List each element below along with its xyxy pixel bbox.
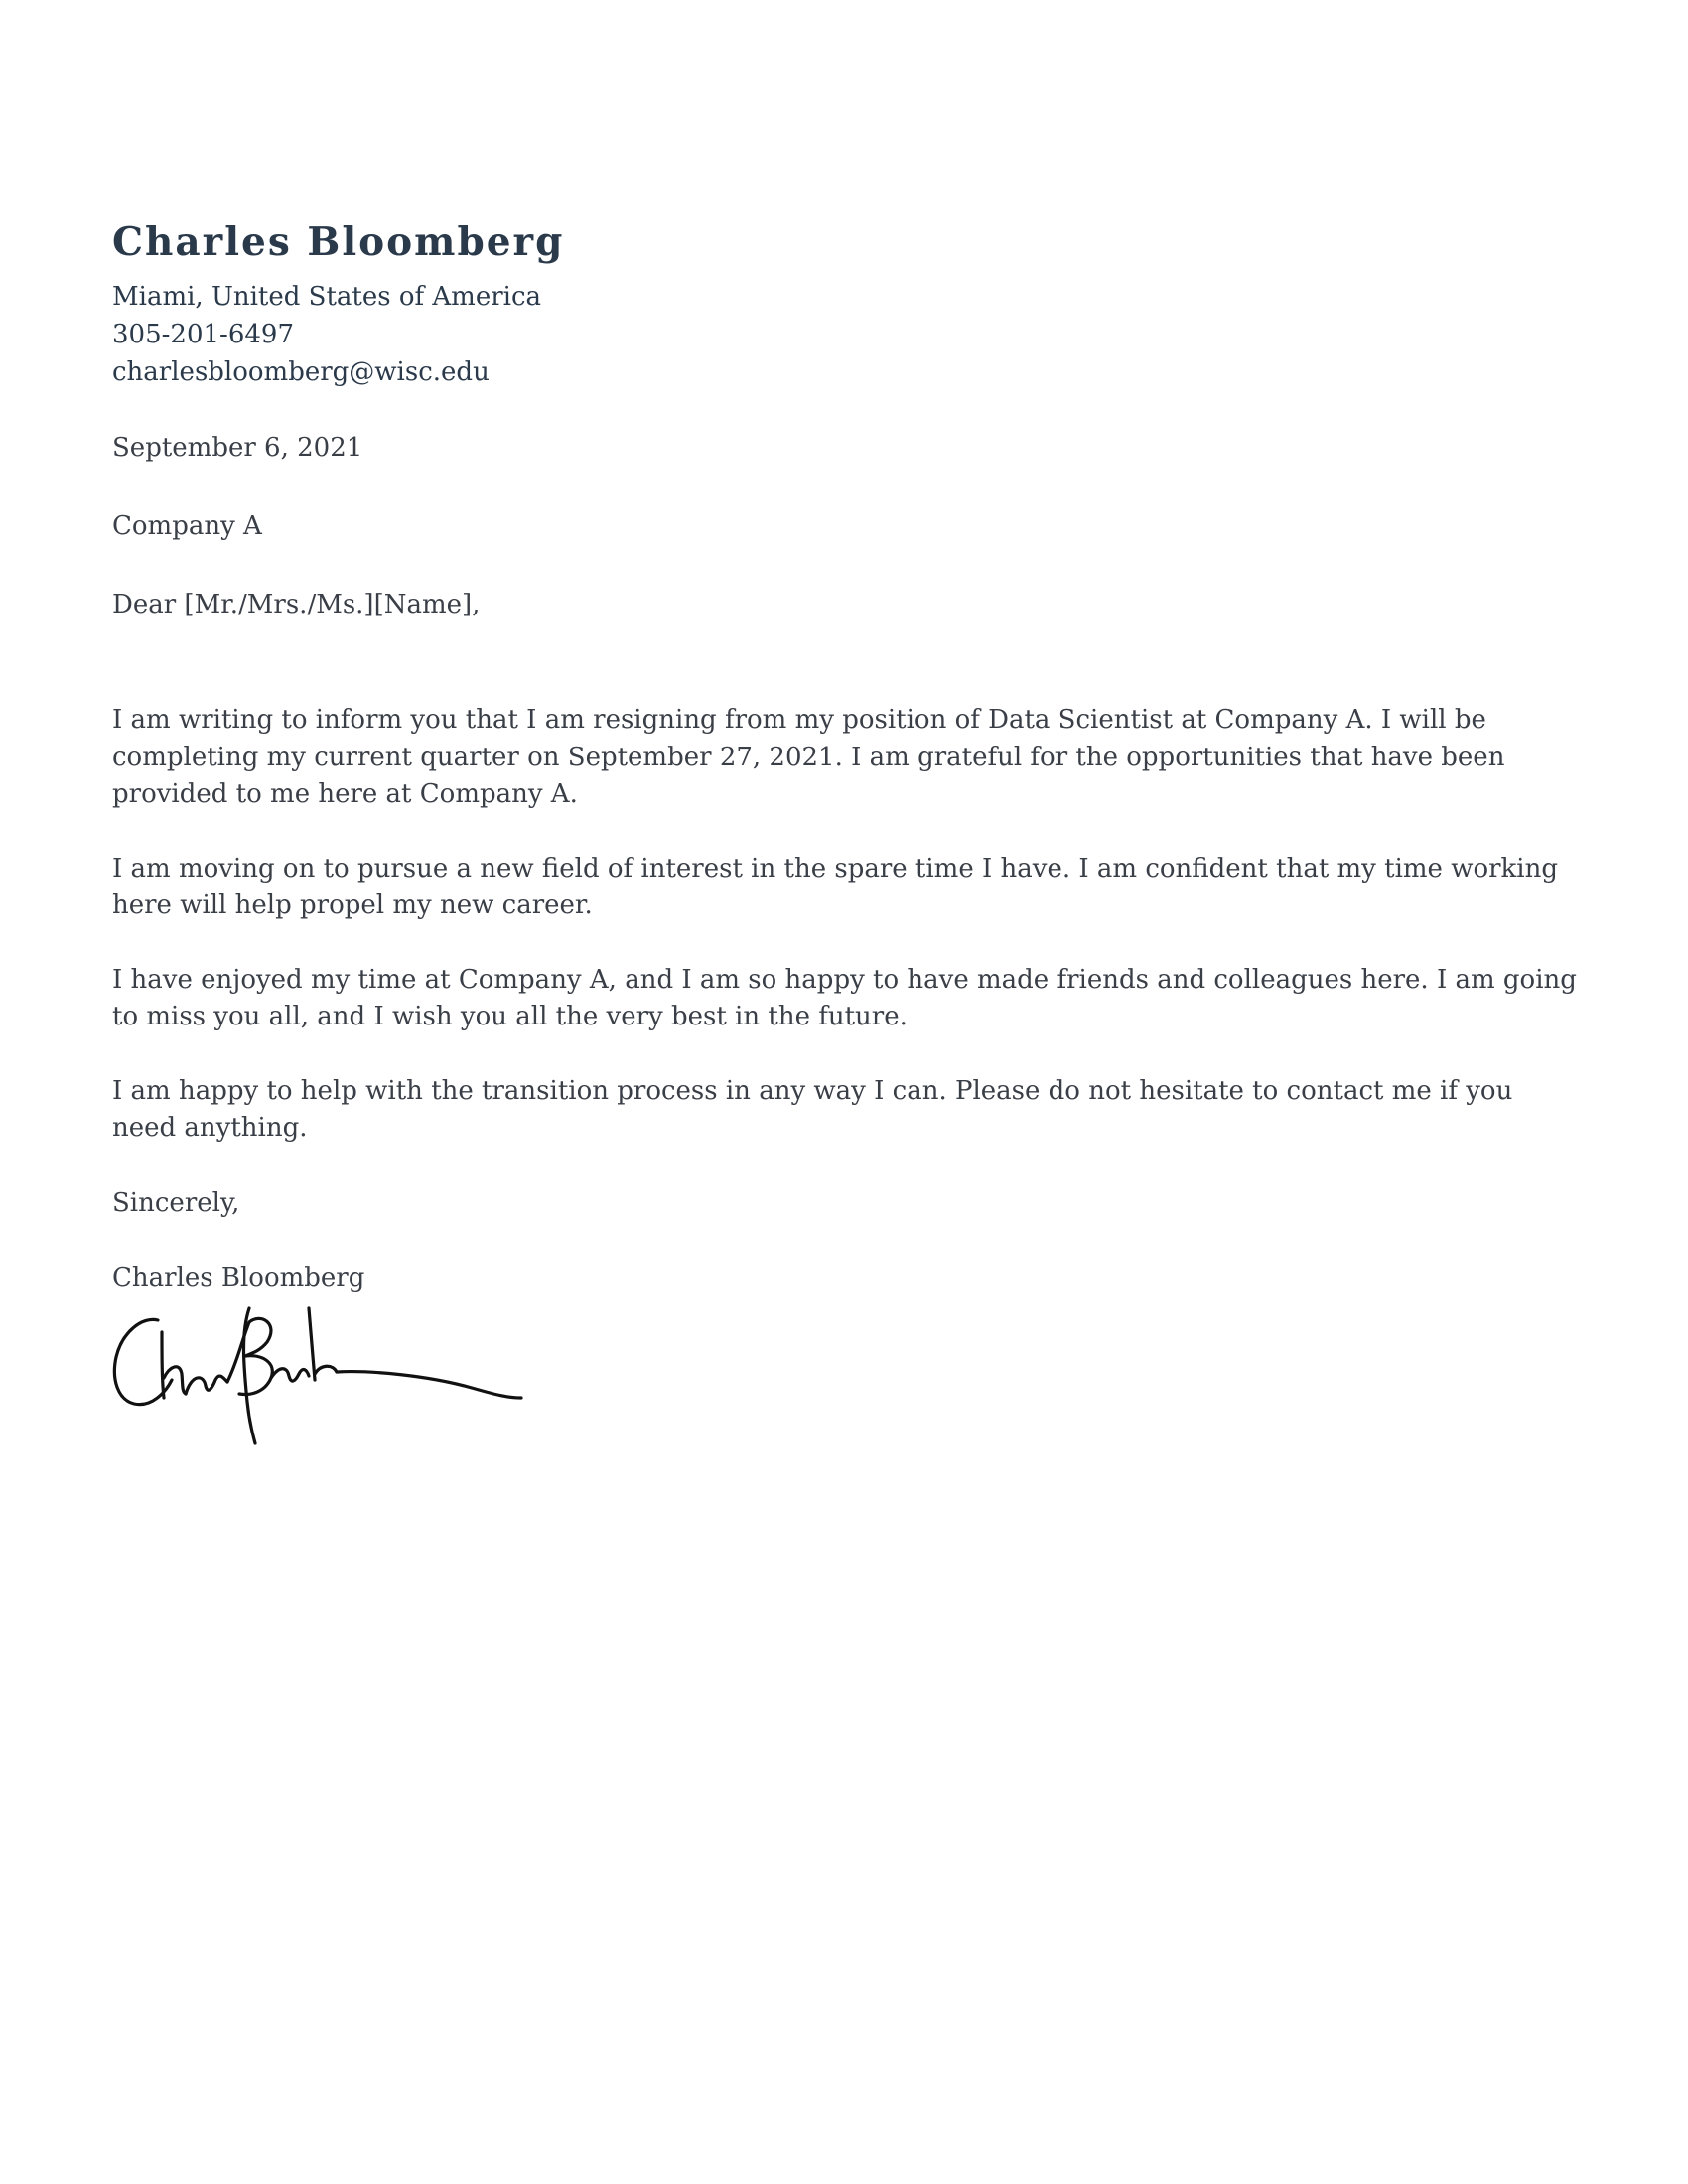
resignation-letter (112, 216, 1582, 1451)
handwritten-signature (112, 1302, 529, 1451)
sender-phone: 305-201-6497 (112, 320, 294, 349)
signer-name: Charles Bloomberg (112, 1262, 365, 1293)
body-paragraph-4: I am happy to help with the transition process in any way I can. Please do not hesitate to contact me if you need anything. (112, 1075, 1513, 1143)
sender-name: Charles Bloomberg (112, 219, 565, 265)
recipient-company: Company A (112, 511, 262, 541)
sender-email: charlesbloomberg@wisc.edu (112, 357, 490, 387)
body-paragraph-2: I am moving on to pursue a new field of interest in the spare time I have. I am confident that my time working here will help propel my new career. (112, 853, 1558, 920)
salutation: Dear [Mr./Mrs./Ms.][Name], (112, 590, 481, 619)
closing-line: Sincerely, (112, 1187, 240, 1218)
body-paragraph-1: I am writing to inform you that I am resigning from my position of Data Scientist at Company A. I will be completing my current quarter on September 27, 2021. I am grateful for the opportunities that have been provided to me here at Company A. (112, 705, 1505, 809)
sender-location: Miami, United States of America (112, 282, 542, 312)
sender-contact-block (112, 278, 1582, 391)
letter-date: September 6, 2021 (112, 433, 363, 463)
body-paragraph-3: I have enjoyed my time at Company A, and I am so happy to have made friends and colleagues here. I am going to miss you all, and I wish you all the very best in the future. (112, 964, 1577, 1031)
